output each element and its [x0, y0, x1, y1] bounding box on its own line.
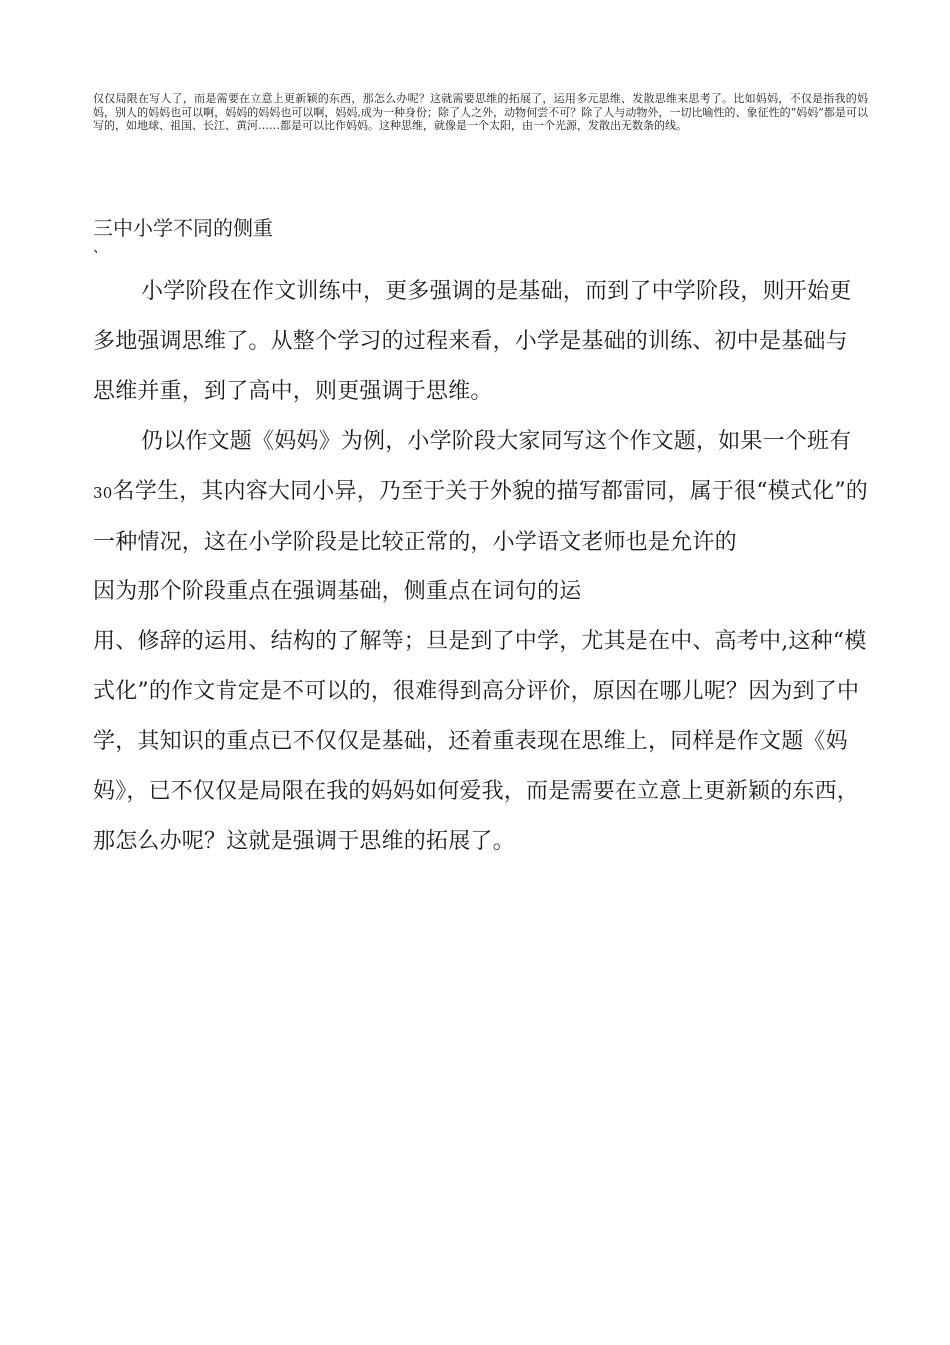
body-paragraph-2	[93, 417, 869, 568]
intro-paragraph: 仅仅局限在写人了，而是需要在立意上更新颖的东西，那怎么办呢？这就需要思维的拓展了，运用多元思维、发散思维来思考了。比如妈妈，不仅是指我的妈妈，别人的妈妈也可以啊，妈妈的妈妈也可以啊，妈妈,成为一种身份；除了人之外，动物何尝不可？除了人与动物外，一切比喻性的、象征性的“妈妈”都是可以写的，如地球、祖国、长江、黄河……都是可以比作妈妈。这种思维，就像是一个太阳，由一个光源，发散出无数条的线。	[93, 92, 868, 132]
body-paragraph-1: 小学阶段在作文训练中，更多强调的是基础，而到了中学阶段，则开始更多地强调思维了。从整个学习的过程来看，小学是基础的训练、初中是基础与思维并重，到了高中，则更强调于思维。	[93, 279, 852, 404]
paragraph-2-text-start: 仍以作文题《妈妈》为例，小学阶段大家同写这个作文题，如果一个班有	[141, 429, 852, 454]
section-heading: 三中小学不同的侧重	[93, 216, 273, 240]
paragraph-2-text-end: 名学生，其内容大同小异，乃至于关于外貌的描写都雷同，属于很“模式化”的一种情况，这在小学阶段是比较正常的，小学语文老师也是允许的	[93, 479, 868, 555]
heading-punctuation-mark: 、	[93, 240, 107, 256]
body-paragraph-2-final-line: 因为那个阶段重点在强调基础，侧重点在词句的运	[93, 579, 582, 604]
student-count-number: 30	[93, 484, 113, 502]
body-paragraph-3: 用、修辞的运用、结构的了解等；旦是到了中学，尤其是在中、高考中,这种“模式化”的作文肯定是不可以的，很难得到高分评价，原因在哪儿呢？因为到了中学，其知识的重点已不仅仅是基础，还着重表现在思维上，同样是作文题《妈妈》，已不仅仅是局限在我的妈妈如何爱我，而是需要在立意上更新颖的东西，那怎么办呢？这就是强调于思维的拓展了。	[93, 629, 867, 854]
